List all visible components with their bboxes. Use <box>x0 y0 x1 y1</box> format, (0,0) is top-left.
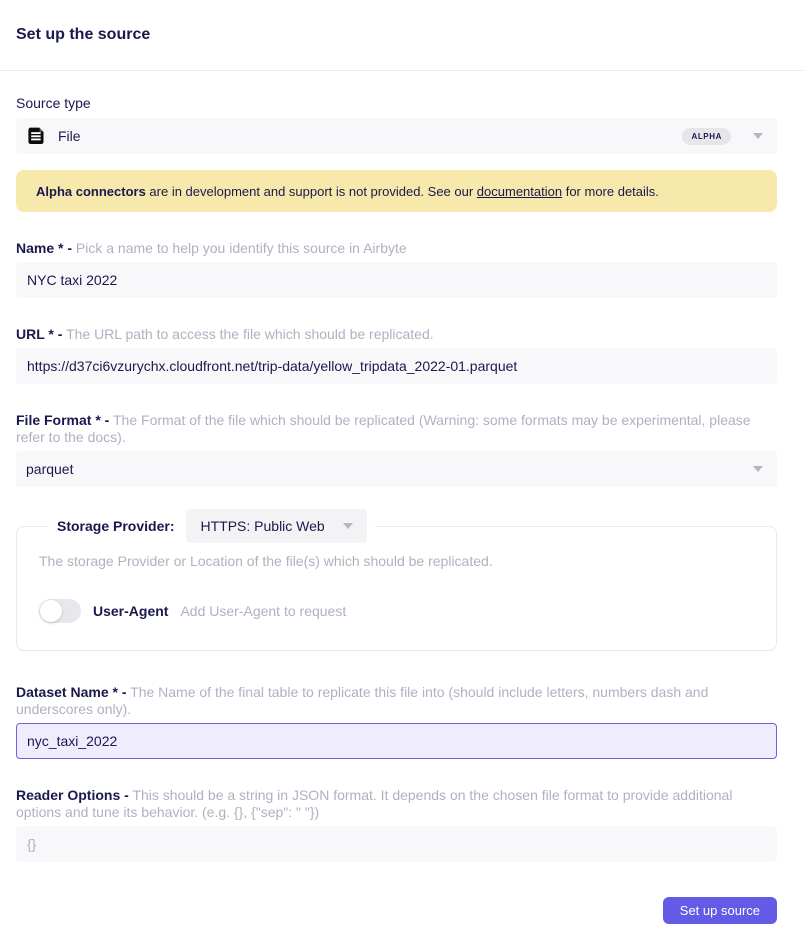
reader-options-input[interactable] <box>16 826 777 862</box>
storage-provider-value: HTTPS: Public Web <box>200 518 325 534</box>
user-agent-hint: Add User-Agent to request <box>180 603 347 619</box>
storage-provider-select[interactable] <box>186 509 366 543</box>
toggle-knob <box>40 600 62 622</box>
file-format-value: parquet <box>26 461 74 477</box>
page-title: Set up the source <box>16 26 151 43</box>
file-format-label: File Format * - <box>16 412 110 428</box>
alpha-warning-banner <box>16 170 777 212</box>
storage-provider-group <box>16 509 777 651</box>
dataset-name-input[interactable] <box>16 723 777 759</box>
source-type-value: File <box>58 128 81 144</box>
storage-provider-label: Storage Provider: <box>57 518 175 534</box>
chevron-down-icon <box>343 523 353 529</box>
alpha-badge: ALPHA <box>682 128 731 145</box>
source-type-label: Source type <box>16 95 91 111</box>
dataset-name-field <box>16 684 777 759</box>
banner-text: for more details. <box>562 183 659 199</box>
banner-text: are in development and support is not provided. See our <box>145 183 477 199</box>
storage-provider-description: The storage Provider or Location of the file(s) which should be replicated. <box>39 553 493 569</box>
user-agent-label: User-Agent <box>93 603 169 619</box>
reader-options-description: This should be a string in JSON format. It depends on the chosen file format to provide additional options and tune its behavior. (e.g. {}, {"sep": " "}) <box>16 787 733 820</box>
file-format-field <box>16 412 777 487</box>
set-up-source-button[interactable]: Set up source <box>663 897 777 924</box>
documentation-link[interactable]: documentation <box>476 183 563 199</box>
url-description: The URL path to access the file which should be replicated. <box>66 326 434 342</box>
chevron-down-icon <box>753 133 763 139</box>
user-agent-toggle[interactable] <box>39 599 81 623</box>
name-input[interactable] <box>16 262 777 298</box>
reader-options-field <box>16 787 777 862</box>
reader-options-label: Reader Options - <box>16 787 129 803</box>
chevron-down-icon <box>753 466 763 472</box>
url-label: URL * - <box>16 326 63 342</box>
source-type-select[interactable] <box>16 118 777 154</box>
url-input[interactable] <box>16 348 777 384</box>
dataset-name-label: Dataset Name * - <box>16 684 127 700</box>
name-field <box>16 240 777 298</box>
file-icon <box>26 126 46 146</box>
banner-bold-text: Alpha connectors <box>36 183 146 199</box>
file-format-select[interactable] <box>16 451 777 487</box>
setup-source-form <box>16 95 777 924</box>
file-format-description: The Format of the file which should be replicated (Warning: some formats may be experimental, please refer to the docs). <box>16 412 751 445</box>
name-description: Pick a name to help you identify this source in Airbyte <box>75 240 407 256</box>
dataset-name-description: The Name of the final table to replicate this file into (should include letters, numbers dash and underscores only). <box>16 684 709 717</box>
url-field <box>16 326 777 384</box>
name-label: Name * - <box>16 240 73 256</box>
modal-header <box>0 0 803 71</box>
